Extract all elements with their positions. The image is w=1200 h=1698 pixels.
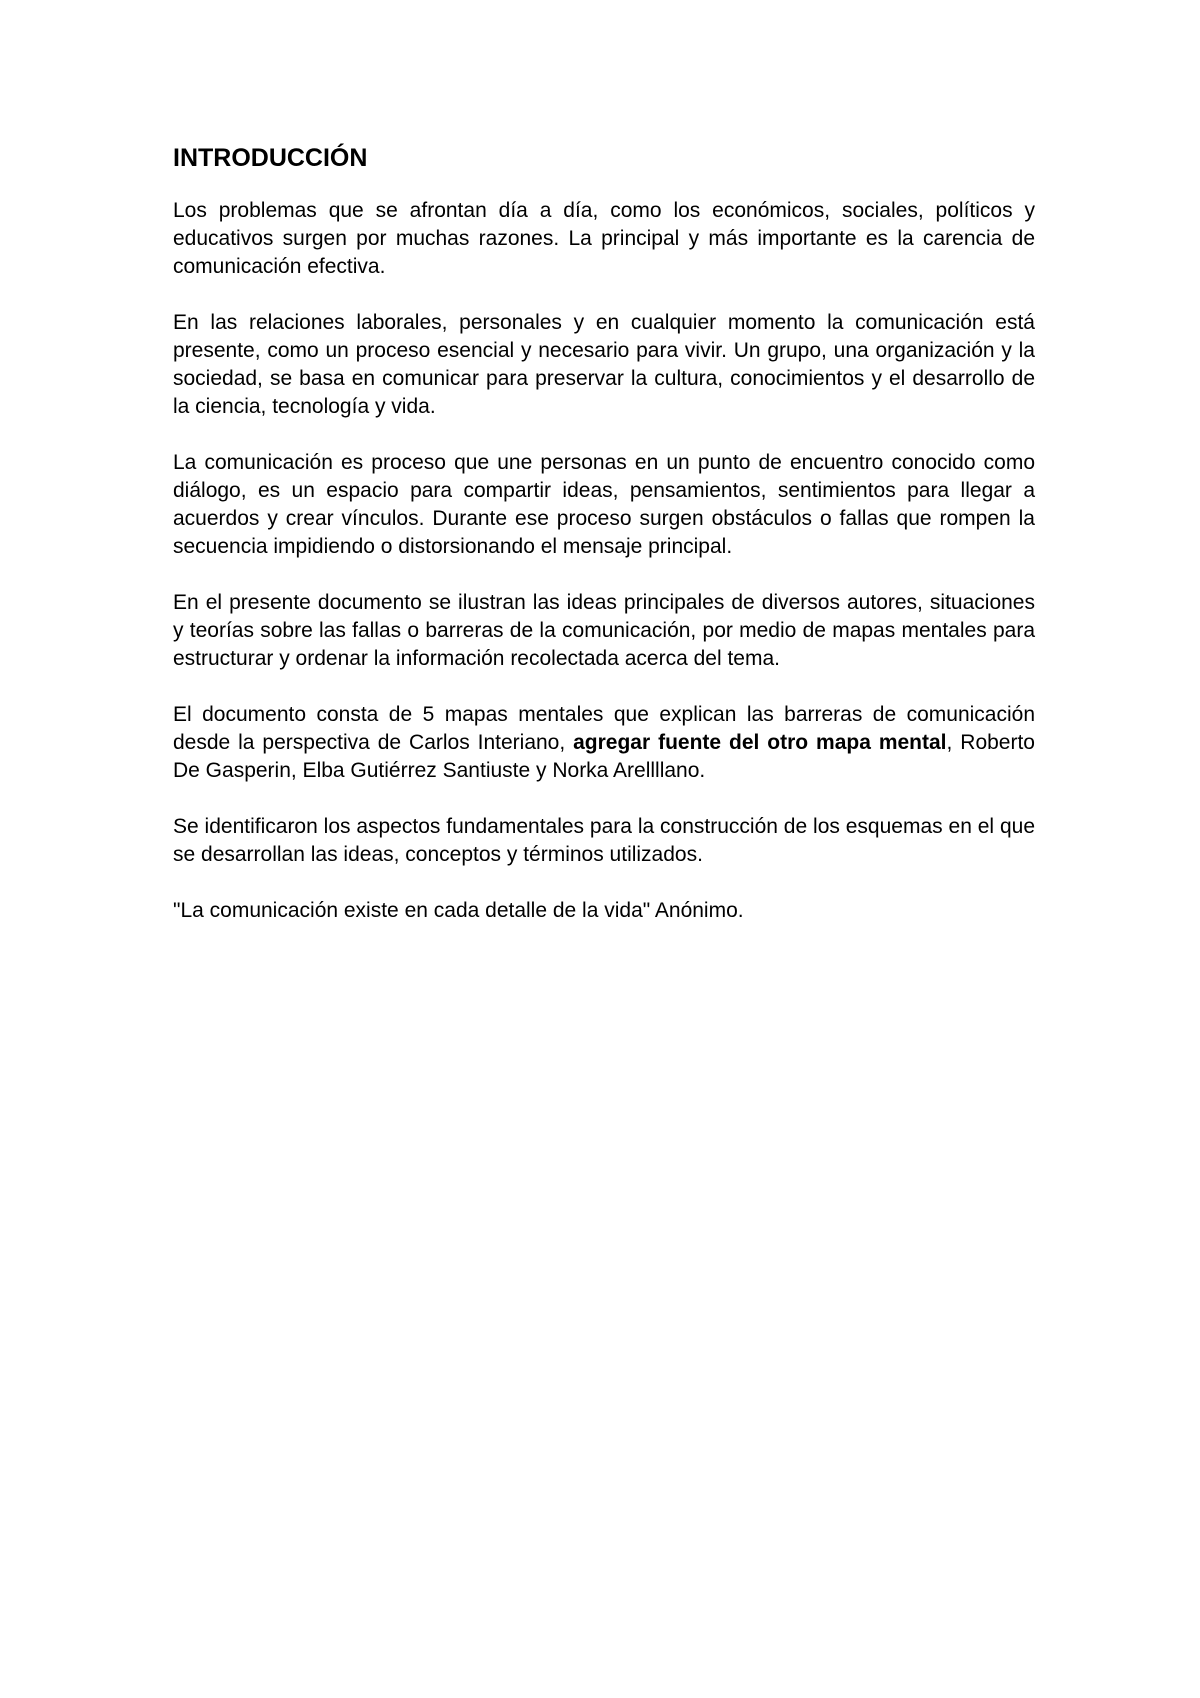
paragraph-6: Se identificaron los aspectos fundamentales para la construcción de los esquemas en el que se desarrollan las ideas, conceptos y términos utilizados. xyxy=(173,815,1035,866)
paragraph-3: La comunicación es proceso que une personas en un punto de encuentro conocido como diálogo, es un espacio para compartir ideas, pensamientos, sentimientos para llegar a acuerdos y crear vínculos. Durante ese proceso surgen obstáculos o fallas que rompen la secuencia impidiendo o distorsionando el mensaje principal. xyxy=(173,451,1035,558)
paragraph-5-text-after: , Roberto De Gasperin, Elba Gutiérrez Santiuste y Norka Arellllano. xyxy=(173,731,1035,782)
paragraph-2: En las relaciones laborales, personales y en cualquier momento la comunicación está presente, como un proceso esencial y necesario para vivir. Un grupo, una organización y la sociedad, se basa en comunicar para preservar la cultura, conocimientos y el desarrollo de la ciencia, tecnología y vida. xyxy=(173,311,1035,418)
paragraph-5 xyxy=(173,701,1035,785)
paragraph-5-bold-note: agregar fuente del otro mapa mental xyxy=(573,731,947,754)
paragraph-4: En el presente documento se ilustran las ideas principales de diversos autores, situaciones y teorías sobre las fallas o barreras de la comunicación, por medio de mapas mentales para estructurar y ordenar la información recolectada acerca del tema. xyxy=(173,591,1035,670)
document-body xyxy=(173,142,1035,953)
closing-quote: "La comunicación existe en cada detalle de la vida" Anónimo. xyxy=(173,899,744,922)
page-title: INTRODUCCIÓN xyxy=(173,144,368,172)
paragraph-1: Los problemas que se afrontan día a día, como los económicos, sociales, políticos y educativos surgen por muchas razones. La principal y más importante es la carencia de comunicación efectiva. xyxy=(173,199,1035,278)
paragraph-5-text-before: El documento consta de 5 mapas mentales que explican las barreras de comunicación desde la perspectiva de Carlos Interiano, xyxy=(173,703,1035,754)
